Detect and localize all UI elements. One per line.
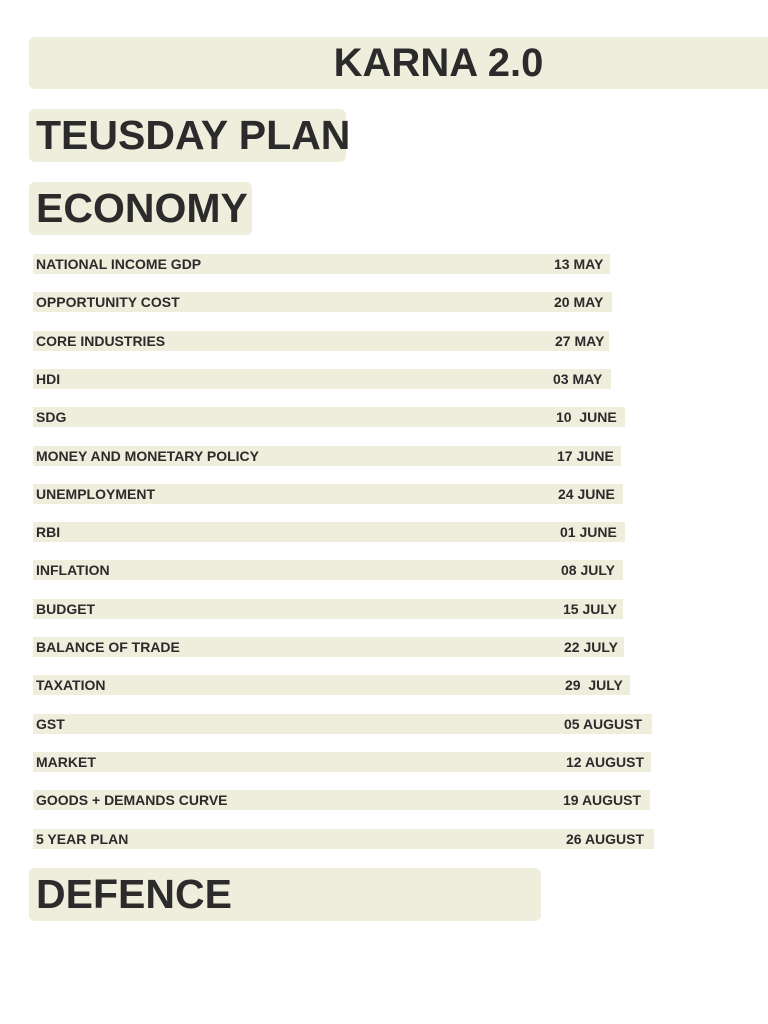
schedule-topic: BALANCE OF TRADE (36, 639, 180, 655)
schedule-row (33, 599, 623, 619)
schedule-date: 27 MAY (555, 333, 605, 349)
schedule-date: 10 JUNE (556, 409, 617, 425)
schedule-date: 19 AUGUST (563, 792, 642, 808)
schedule-date: 26 AUGUST (566, 831, 645, 847)
schedule-date: 12 AUGUST (566, 754, 645, 770)
schedule-topic: UNEMPLOYMENT (36, 486, 155, 502)
schedule-row (33, 369, 611, 389)
schedule-date: 20 MAY (554, 294, 604, 310)
schedule-date: 13 MAY (554, 256, 604, 272)
schedule-date: 08 JULY (561, 562, 615, 578)
plan-heading: TEUSDAY PLAN (29, 109, 346, 162)
schedule-topic: OPPORTUNITY COST (36, 294, 180, 310)
schedule-date: 03 MAY (553, 371, 603, 387)
schedule-date: 05 AUGUST (564, 716, 643, 732)
schedule-topic: MARKET (36, 754, 96, 770)
schedule-date: 15 JULY (563, 601, 617, 617)
schedule-topic: GOODS + DEMANDS CURVE (36, 792, 228, 808)
schedule-row (33, 407, 625, 427)
schedule-topic: MONEY AND MONETARY POLICY (36, 448, 259, 464)
economy-section-heading: ECONOMY (29, 182, 252, 235)
schedule-topic: GST (36, 716, 65, 732)
schedule-topic: HDI (36, 371, 61, 387)
schedule-row (33, 714, 652, 734)
schedule-row (33, 675, 630, 695)
schedule-topic: BUDGET (36, 601, 96, 617)
schedule-row (33, 560, 623, 580)
schedule-topic: TAXATION (36, 677, 106, 693)
schedule-topic: 5 YEAR PLAN (36, 831, 129, 847)
schedule-date: 29 JULY (565, 677, 623, 693)
schedule-date: 24 JUNE (558, 486, 615, 502)
schedule-date: 01 JUNE (560, 524, 617, 540)
schedule-date: 17 JUNE (557, 448, 614, 464)
schedule-topic: RBI (36, 524, 61, 540)
schedule-date: 22 JULY (564, 639, 618, 655)
title-banner (29, 37, 768, 89)
schedule-topic: INFLATION (36, 562, 110, 578)
defence-section-heading: DEFENCE (29, 868, 541, 921)
schedule-row (33, 522, 625, 542)
schedule-topic: CORE INDUSTRIES (36, 333, 166, 349)
document-title: KARNA 2.0 (333, 41, 544, 85)
schedule-row (33, 752, 651, 772)
schedule-topic: NATIONAL INCOME GDP (36, 256, 202, 272)
schedule-topic: SDG (36, 409, 67, 425)
